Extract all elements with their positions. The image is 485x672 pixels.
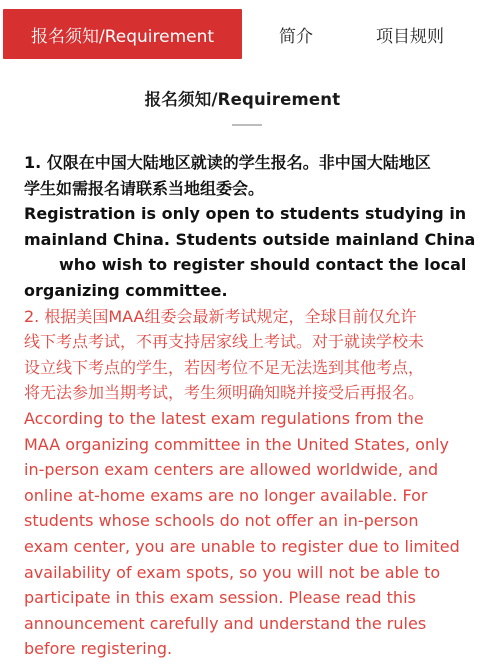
rule-2-en-line: announcement carefully and understand the rules xyxy=(24,613,427,633)
rule-2-en-line: participate in this exam session. Please read this xyxy=(24,588,416,608)
rule-2-en-line: According to the latest exam regulations from the xyxy=(24,408,424,428)
section-heading: 报名须知/Requirement xyxy=(144,90,341,109)
rule-2-zh-line: 将无法参加当期考试，考生须明确知晓并接受后再报名。 xyxy=(24,383,425,403)
rule-1-zh-line: 学生如需报名请联系当地组委会。 xyxy=(24,178,265,198)
rule-2-en-line: online at-home exams are no longer available. For xyxy=(24,485,428,505)
rule-1-en-line: mainland China. Students outside mainland China xyxy=(24,229,476,249)
rule-1-zh-line: 1. 仅限在中国大陆地区就读的学生报名。非中国大陆地区 xyxy=(24,153,431,172)
rule-2-zh-line: 设立线下考点的学生，若因考位不足无法选到其他考点， xyxy=(24,357,425,377)
rule-2-en-line: MAA organizing committee in the United States, only xyxy=(24,434,449,454)
rule-1 xyxy=(24,150,476,304)
rule-2-en-line: students whose schools do not offer an in-person xyxy=(24,511,419,531)
rule-2-en-line: in-person exam centers are allowed worldwide, and xyxy=(24,460,439,480)
rule-1-en-line: who wish to register should contact the local xyxy=(59,255,467,275)
rule-1-en-line: organizing committee. xyxy=(24,280,228,300)
rule-2 xyxy=(24,304,476,662)
rule-2-zh-line: 线下考点考试，不再支持居家线上考试。对于就读学校未 xyxy=(24,332,425,352)
rule-1-en-line: Registration is only open to students studying in xyxy=(24,204,467,224)
rule-2-en-line: availability of exam spots, so you will not be able to xyxy=(24,562,441,582)
rule-2-zh-line: 2. 根据美国MAA组委会最新考试规定，全球目前仅允许 xyxy=(24,306,417,326)
requirement-content xyxy=(24,150,476,662)
tab-requirement[interactable]: 报名须知/Requirement xyxy=(3,9,242,59)
rule-2-en-line: before registering. xyxy=(24,639,173,659)
rule-2-en-line: exam center, you are unable to register due to limited xyxy=(24,536,460,556)
tab-project-rules[interactable]: 项目规则 xyxy=(376,26,444,47)
tab-bar xyxy=(0,0,485,68)
heading-divider xyxy=(232,124,262,126)
tab-introduction[interactable]: 简介 xyxy=(279,26,313,47)
